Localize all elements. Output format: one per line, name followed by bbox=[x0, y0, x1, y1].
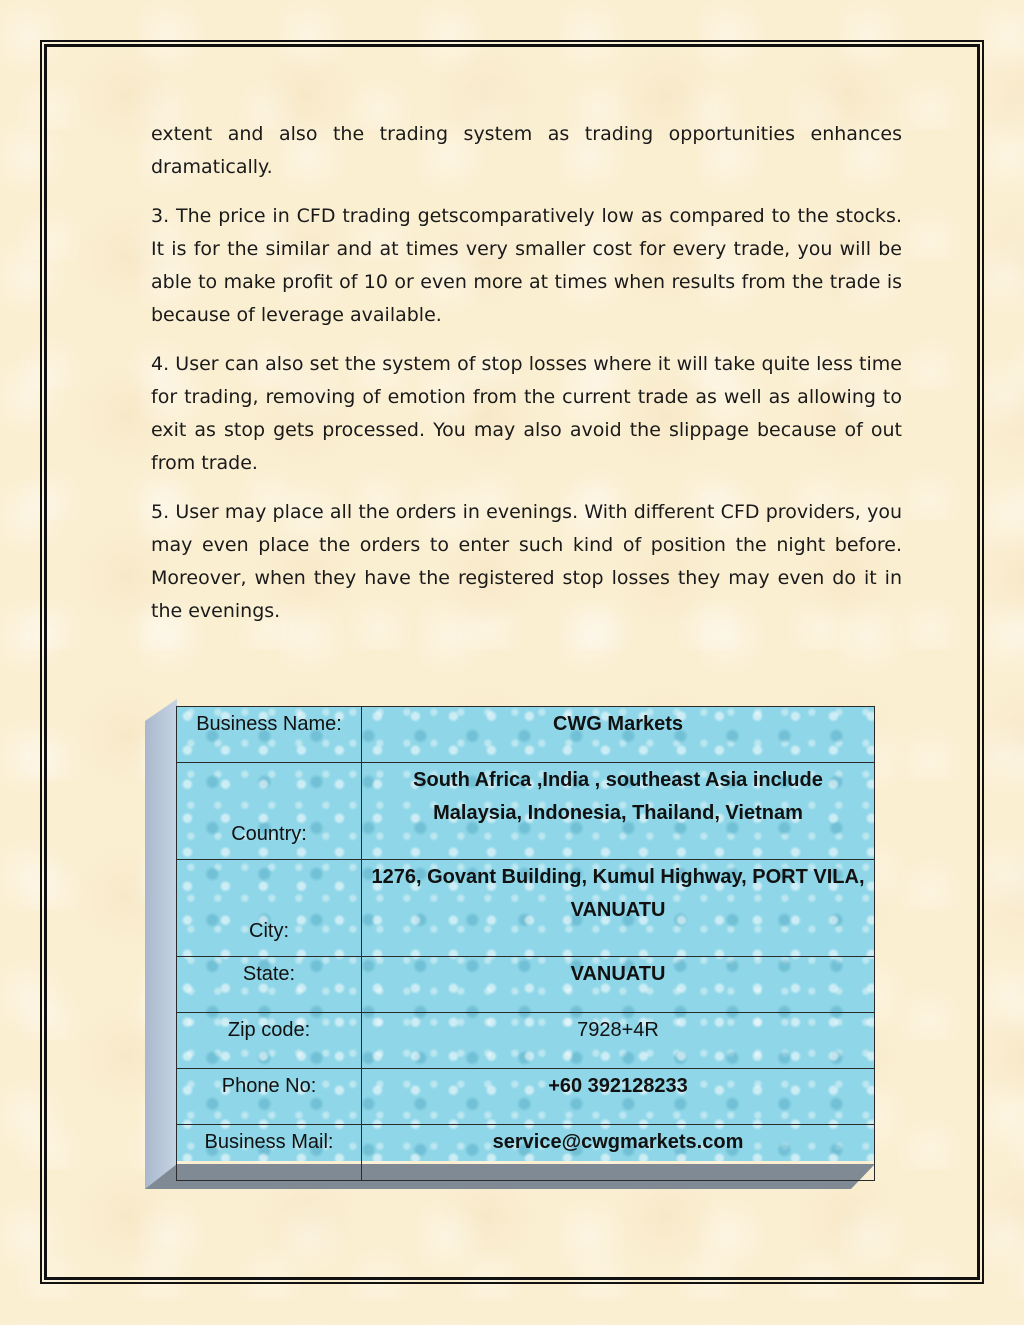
country-value-line-1: South Africa ,India , southeast Asia include bbox=[413, 769, 823, 791]
table-row-zip-code bbox=[177, 1013, 875, 1069]
country-value-line-2: Malaysia, Indonesia, Thailand, Vietnam bbox=[433, 802, 803, 824]
table-row-business-name bbox=[177, 707, 875, 763]
city-value-line-1: 1276, Govant Building, Kumul Highway, PORT VILA, bbox=[371, 866, 865, 888]
zip-code-label: Zip code: bbox=[177, 1013, 362, 1069]
phone-label: Phone No: bbox=[177, 1069, 362, 1125]
state-value: VANUATU bbox=[362, 957, 875, 1013]
table-row-phone bbox=[177, 1069, 875, 1125]
city-label: City: bbox=[177, 860, 362, 957]
zip-code-value: 7928+4R bbox=[362, 1013, 875, 1069]
paragraph-intro: extent and also the trading system as trading opportunities enhances dramatically. bbox=[151, 123, 902, 178]
country-label: Country: bbox=[177, 763, 362, 860]
table-row-business-mail bbox=[177, 1125, 875, 1181]
state-label: State: bbox=[177, 957, 362, 1013]
table-row-country bbox=[177, 763, 875, 860]
business-info-panel bbox=[145, 699, 875, 1189]
business-info-grid bbox=[176, 706, 875, 1161]
business-mail-value[interactable]: service@cwgmarkets.com bbox=[362, 1125, 875, 1181]
table-row-city bbox=[177, 860, 875, 957]
city-value bbox=[362, 860, 875, 957]
table-row-state bbox=[177, 957, 875, 1013]
business-info-table bbox=[176, 706, 875, 1181]
country-value bbox=[362, 763, 875, 860]
document-body bbox=[151, 118, 902, 644]
business-name-value: CWG Markets bbox=[362, 707, 875, 763]
paragraph-point-5: 5. User may place all the orders in evenings. With different CFD providers, you may even place the orders to enter such kind of position the night before. Moreover, when they have the registered stop losses they may even do it in the evenings. bbox=[151, 501, 902, 622]
paragraph-point-3: 3. The price in CFD trading getscomparatively low as compared to the stocks. It is for the similar and at times very smaller cost for every trade, you will be able to make profit of 10 or even more at times when results from the trade is because of leverage available. bbox=[151, 205, 902, 326]
city-value-line-2: VANUATU bbox=[570, 899, 666, 921]
business-name-label: Business Name: bbox=[177, 707, 362, 763]
business-mail-label: Business Mail: bbox=[177, 1125, 362, 1181]
panel-bevel-left bbox=[145, 699, 177, 1189]
paragraph-point-4: 4. User can also set the system of stop losses where it will take quite less time for trading, removing of emotion from the current trade as well as allowing to exit as stop gets processed. You may also avoid the slippage because of out from trade. bbox=[151, 353, 902, 474]
phone-value: +60 392128233 bbox=[362, 1069, 875, 1125]
